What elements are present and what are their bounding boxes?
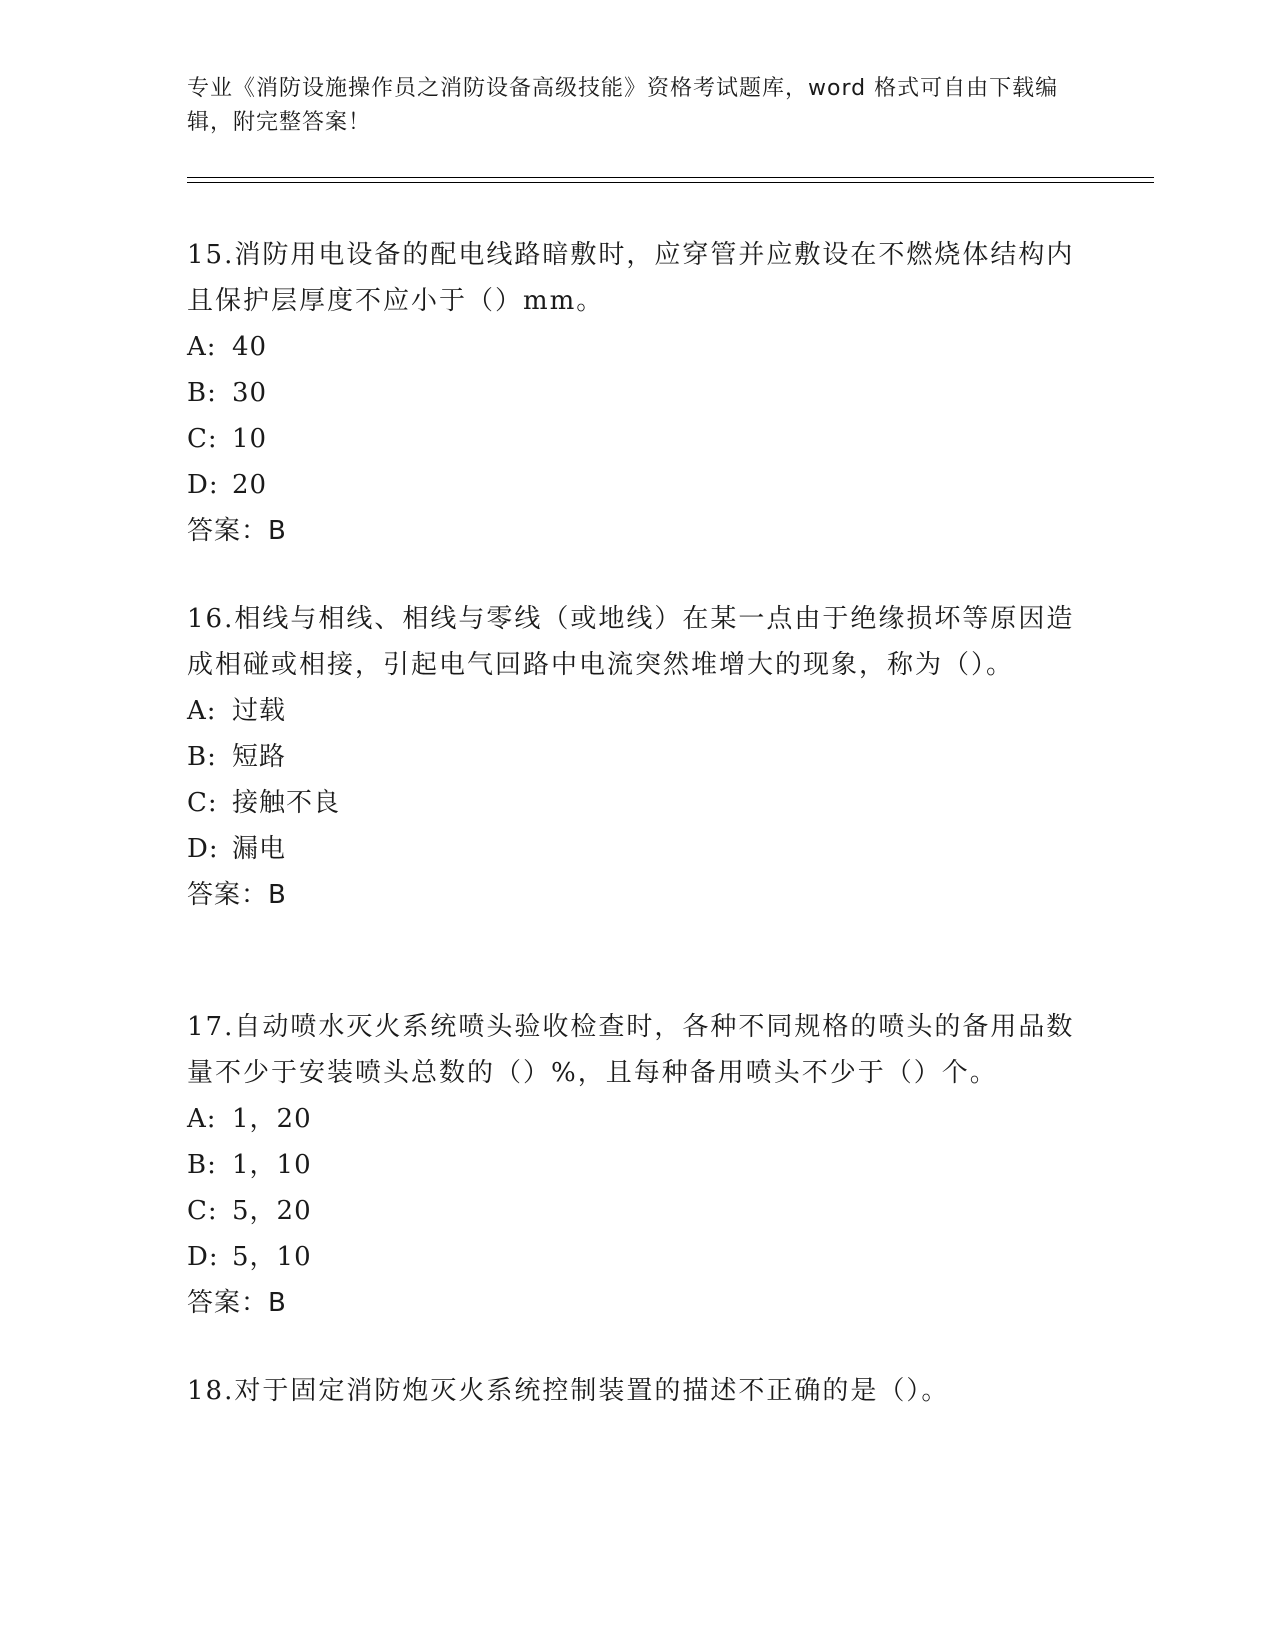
answer-line: 答案：B — [187, 516, 287, 546]
question-17 — [187, 1004, 1077, 1326]
option-letter: D: — [187, 834, 219, 864]
question-stem: 15.消防用电设备的配电线路暗敷时，应穿管并应敷设在不燃烧体结构内且保护层厚度不应小于（）mm。 — [187, 240, 1075, 316]
option-letter: B: — [187, 1150, 217, 1180]
question-18 — [187, 1368, 1077, 1414]
answer-line: 答案：B — [187, 880, 287, 910]
option-text: 5，10 — [232, 1242, 312, 1272]
option-text: 20 — [232, 470, 268, 500]
option-d — [187, 462, 1077, 508]
option-letter: B: — [187, 742, 217, 772]
option-c — [187, 1188, 1077, 1234]
question-15 — [187, 232, 1077, 554]
option-b — [187, 370, 1077, 416]
option-c — [187, 416, 1077, 462]
option-letter: C: — [187, 788, 218, 818]
header-rule-bottom — [187, 182, 1154, 183]
option-text: 5，20 — [232, 1196, 312, 1226]
question-stem: 16.相线与相线、相线与零线（或地线）在某一点由于绝缘损坏等原因造成相碰或相接，引起电气回路中电流突然堆增大的现象，称为（）。 — [187, 604, 1075, 680]
option-text: 30 — [232, 378, 268, 408]
option-c — [187, 780, 1077, 826]
option-a — [187, 688, 1077, 734]
option-text: 10 — [232, 424, 268, 454]
question-16 — [187, 596, 1077, 918]
option-letter: C: — [187, 424, 218, 454]
option-letter: D: — [187, 470, 219, 500]
document-header: 专业《消防设施操作员之消防设备高级技能》资格考试题库，word 格式可自由下载编辑，附完整答案！ — [187, 76, 1059, 135]
option-text: 1，10 — [232, 1150, 312, 1180]
option-letter: C: — [187, 1196, 218, 1226]
answer-line: 答案：B — [187, 1288, 287, 1318]
option-d — [187, 826, 1077, 872]
option-letter: A: — [187, 1104, 217, 1134]
option-a — [187, 324, 1077, 370]
option-a — [187, 1096, 1077, 1142]
header-rule-top — [187, 177, 1154, 178]
question-stem: 17.自动喷水灭火系统喷头验收检查时，各种不同规格的喷头的备用品数量不少于安装喷头总数的（）%，且每种备用喷头不少于（）个。 — [187, 1012, 1075, 1088]
option-d — [187, 1234, 1077, 1280]
option-text: 接触不良 — [232, 788, 341, 818]
option-letter: A: — [187, 696, 217, 726]
option-text: 短路 — [232, 742, 287, 772]
question-stem: 18.对于固定消防炮灭火系统控制装置的描述不正确的是（）。 — [187, 1376, 950, 1406]
option-letter: B: — [187, 378, 217, 408]
option-text: 过载 — [232, 696, 287, 726]
option-letter: D: — [187, 1242, 219, 1272]
option-text: 40 — [232, 332, 268, 362]
option-letter: A: — [187, 332, 217, 362]
option-text: 漏电 — [232, 834, 287, 864]
option-b — [187, 1142, 1077, 1188]
option-text: 1，20 — [232, 1104, 312, 1134]
option-b — [187, 734, 1077, 780]
